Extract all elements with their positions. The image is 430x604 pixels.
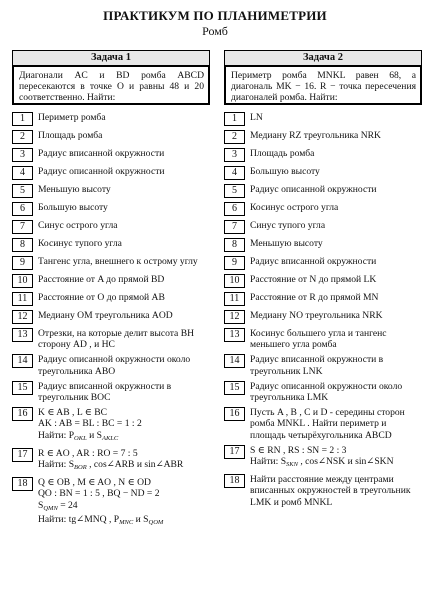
item-text-line: Радиус описанной окружности около треугольника LMK (250, 380, 403, 404)
task2-items (224, 112, 422, 508)
item-number: 1 (12, 112, 33, 126)
item-text-line: Тангенс угла, внешнего к острому углу (38, 256, 198, 267)
line-part: QO : BN = 1 : 5 , BQ − ND = 2 (38, 488, 160, 500)
line-part: Найти: P (38, 429, 75, 441)
line-part: R ∈ AO , AR : RO = 7 : 5 (38, 447, 138, 459)
item-number: 12 (12, 310, 33, 324)
item-text (245, 184, 422, 195)
list-item (12, 166, 210, 180)
item-text-line (250, 456, 422, 470)
item-number: 9 (12, 256, 33, 270)
item-text-line (38, 418, 210, 429)
list-item (224, 238, 422, 252)
item-text-line: Площадь ромба (38, 130, 103, 141)
line-part: Найти: tg∠MNQ , P (38, 513, 120, 525)
line-part: S ∈ RN , RS : SN = 2 : 3 (250, 444, 347, 456)
line-part: Q ∈ OB , M ∈ AO , N ∈ OD (38, 477, 151, 489)
task2-column (224, 50, 422, 508)
item-text-line (38, 477, 210, 488)
item-text (33, 407, 210, 444)
list-item (224, 354, 422, 376)
item-text-line (38, 448, 210, 459)
item-text-line: Площадь ромба (250, 148, 315, 159)
item-text (33, 256, 210, 267)
item-text (33, 148, 210, 159)
item-number: 5 (12, 184, 33, 198)
list-item (12, 328, 210, 350)
list-item (224, 328, 422, 350)
line-part: Найти: S (250, 456, 287, 468)
item-text (33, 381, 210, 403)
item-text-line: Радиус описанной окружности (250, 184, 377, 195)
list-item (12, 354, 210, 376)
item-number: 10 (224, 274, 245, 288)
list-item (12, 448, 210, 473)
item-number: 3 (224, 148, 245, 162)
subscript: AKLC (101, 434, 119, 442)
item-text (245, 130, 422, 141)
item-number: 18 (224, 474, 245, 488)
list-item (224, 166, 422, 180)
item-text-line: Радиус вписанной окружности в треугольник LNK (250, 354, 384, 377)
list-item (224, 274, 422, 288)
item-text (33, 328, 210, 350)
item-text-line: Медиану OM треугольника AOD (38, 310, 173, 321)
task1-column (12, 50, 210, 528)
list-item (224, 202, 422, 216)
item-text-line: Найти расстояние между центрами вписанных окружностей в треугольник LMK и ромб MNKL (250, 474, 411, 508)
item-number: 2 (224, 130, 245, 144)
item-text-line (38, 500, 210, 514)
item-text (245, 310, 422, 321)
item-number: 13 (12, 328, 33, 342)
item-text (33, 310, 210, 321)
list-item (224, 148, 422, 162)
item-text-line (38, 459, 210, 473)
list-item (12, 407, 210, 444)
line-part: AK : AB = BL : BC = 1 : 2 (38, 418, 142, 430)
item-number: 18 (12, 477, 33, 491)
item-text-line: Радиус описанной окружности около треугольника ABO (38, 354, 191, 377)
item-number: 13 (224, 328, 245, 342)
item-text-line (38, 514, 210, 528)
item-number: 15 (12, 381, 33, 395)
item-text (33, 130, 210, 141)
line-part: и S (133, 513, 149, 525)
list-item (224, 445, 422, 470)
item-text (245, 148, 422, 159)
item-text-line: Расстояние от A до прямой BD (38, 274, 165, 285)
item-number: 17 (224, 445, 245, 459)
item-number: 17 (12, 448, 33, 462)
item-text-line: Медиану NO треугольника NRK (250, 310, 383, 321)
item-text-line: Радиус описанной окружности (38, 166, 165, 177)
item-number: 8 (224, 238, 245, 252)
item-text (33, 448, 210, 473)
item-number: 7 (12, 220, 33, 234)
list-item (224, 310, 422, 324)
item-text (245, 274, 422, 285)
item-text (245, 166, 422, 177)
line-part: , cos∠NSK и sin∠SKN (297, 456, 394, 468)
item-text (245, 202, 422, 213)
item-text-line: Синус острого угла (38, 220, 118, 231)
item-number: 14 (224, 354, 245, 368)
item-text-line (38, 488, 210, 499)
list-item (12, 310, 210, 324)
item-text (245, 256, 422, 267)
task1-header: Задача 1 (12, 50, 210, 65)
item-number: 16 (224, 407, 245, 421)
list-item (224, 292, 422, 306)
list-item (12, 184, 210, 198)
list-item (224, 184, 422, 198)
item-number: 4 (224, 166, 245, 180)
line-part: S (38, 499, 44, 511)
list-item (224, 256, 422, 270)
item-text (245, 474, 422, 508)
item-text-line: LN (250, 112, 263, 123)
item-text-line: Радиус вписанной окружности (250, 256, 377, 267)
subscript: SKN (286, 461, 298, 469)
list-item (12, 238, 210, 252)
item-text-line: Меньшую высоту (250, 238, 323, 249)
item-number: 14 (12, 354, 33, 368)
item-text-line (38, 407, 210, 418)
item-number: 7 (224, 220, 245, 234)
list-item (224, 407, 422, 441)
item-text-line: Радиус вписанной окружности в треугольник BOC (38, 380, 172, 404)
page-subtitle: Ромб (202, 24, 228, 38)
item-text (245, 238, 422, 249)
item-text (245, 354, 422, 376)
item-text (33, 166, 210, 177)
page-title: ПРАКТИКУМ ПО ПЛАНИМЕТРИИ (103, 8, 327, 23)
list-item (224, 381, 422, 403)
list-item (12, 220, 210, 234)
item-text-line: Большую высоту (38, 202, 108, 213)
list-item (12, 148, 210, 162)
task2-header: Задача 2 (224, 50, 422, 65)
subscript: MNC (119, 518, 134, 526)
task1-items (12, 112, 210, 528)
subscript: QMN (43, 504, 58, 512)
item-text (33, 274, 210, 285)
item-number: 5 (224, 184, 245, 198)
item-text-line: Медиану RZ треугольника NRK (250, 130, 381, 141)
list-item (12, 130, 210, 144)
line-part: и S (86, 429, 102, 441)
list-item (12, 381, 210, 403)
item-number: 11 (224, 292, 245, 306)
item-text-line: Периметр ромба (38, 112, 106, 123)
item-number: 2 (12, 130, 33, 144)
item-text-line: Расстояние от O до прямой AB (38, 292, 165, 303)
line-part: , cos∠ARB и sin∠ABR (86, 459, 184, 471)
item-number: 15 (224, 381, 245, 395)
list-item (224, 220, 422, 234)
task2-statement: Периметр ромба MNKL равен 68, а диагональ MK − 16. R − точка пересечения диагоналей ромба. Найти: (224, 65, 422, 105)
item-text (245, 112, 422, 123)
item-number: 8 (12, 238, 33, 252)
item-text-line: Расстояние от R до прямой MN (250, 292, 379, 303)
subscript: OKL (74, 434, 87, 442)
item-text-line: Отрезки, на которые делит высота BH сторону AD , и HC (38, 328, 195, 351)
item-text (33, 112, 210, 123)
item-number: 16 (12, 407, 33, 421)
item-text (245, 445, 422, 470)
item-text (33, 477, 210, 528)
item-text (33, 238, 210, 249)
item-text-line: Расстояние от N до прямой LK (250, 274, 377, 285)
list-item (12, 274, 210, 288)
item-text-line: Косинус тупого угла (38, 238, 122, 249)
line-part: Найти: S (38, 459, 75, 471)
item-text (245, 328, 422, 350)
line-part: K ∈ AB , L ∈ BC (38, 407, 108, 419)
item-number: 6 (224, 202, 245, 216)
task1-statement: Диагонали AC и BD ромба ABCD пересекаются в точке O и равны 48 и 20 соответственно. Найти: (12, 65, 210, 105)
item-text (245, 220, 422, 231)
item-text-line (38, 430, 210, 444)
item-number: 10 (12, 274, 33, 288)
item-text (33, 220, 210, 231)
item-text (245, 292, 422, 303)
list-item (12, 202, 210, 216)
item-text-line: Меньшую высоту (38, 184, 111, 195)
item-text-line (250, 445, 422, 456)
list-item (12, 112, 210, 126)
list-item (224, 130, 422, 144)
item-number: 3 (12, 148, 33, 162)
item-text (245, 381, 422, 403)
item-text (33, 354, 210, 376)
item-text-line: Пусть A , B , C и D - середины сторон ромба MNKL . Найти периметр и площадь четырёхугольника ABCD (250, 407, 405, 441)
list-item (12, 256, 210, 270)
line-part: = 24 (57, 499, 78, 511)
item-number: 4 (12, 166, 33, 180)
item-number: 9 (224, 256, 245, 270)
item-text-line: Большую высоту (250, 166, 320, 177)
list-item (224, 112, 422, 126)
item-text-line: Косинус острого угла (250, 202, 339, 213)
item-text (245, 407, 422, 441)
list-item (224, 474, 422, 508)
list-item (12, 292, 210, 306)
item-number: 12 (224, 310, 245, 324)
item-number: 1 (224, 112, 245, 126)
list-item (12, 477, 210, 528)
item-text (33, 202, 210, 213)
subscript: BOR (74, 464, 87, 472)
item-text (33, 292, 210, 303)
subscript: QOM (148, 518, 164, 526)
item-text-line: Косинус большего угла и тангенс меньшего угла ромба (250, 328, 387, 351)
item-number: 6 (12, 202, 33, 216)
item-text-line: Радиус вписанной окружности (38, 148, 165, 159)
item-number: 11 (12, 292, 33, 306)
item-text-line: Синус тупого угла (250, 220, 326, 231)
item-text (33, 184, 210, 195)
